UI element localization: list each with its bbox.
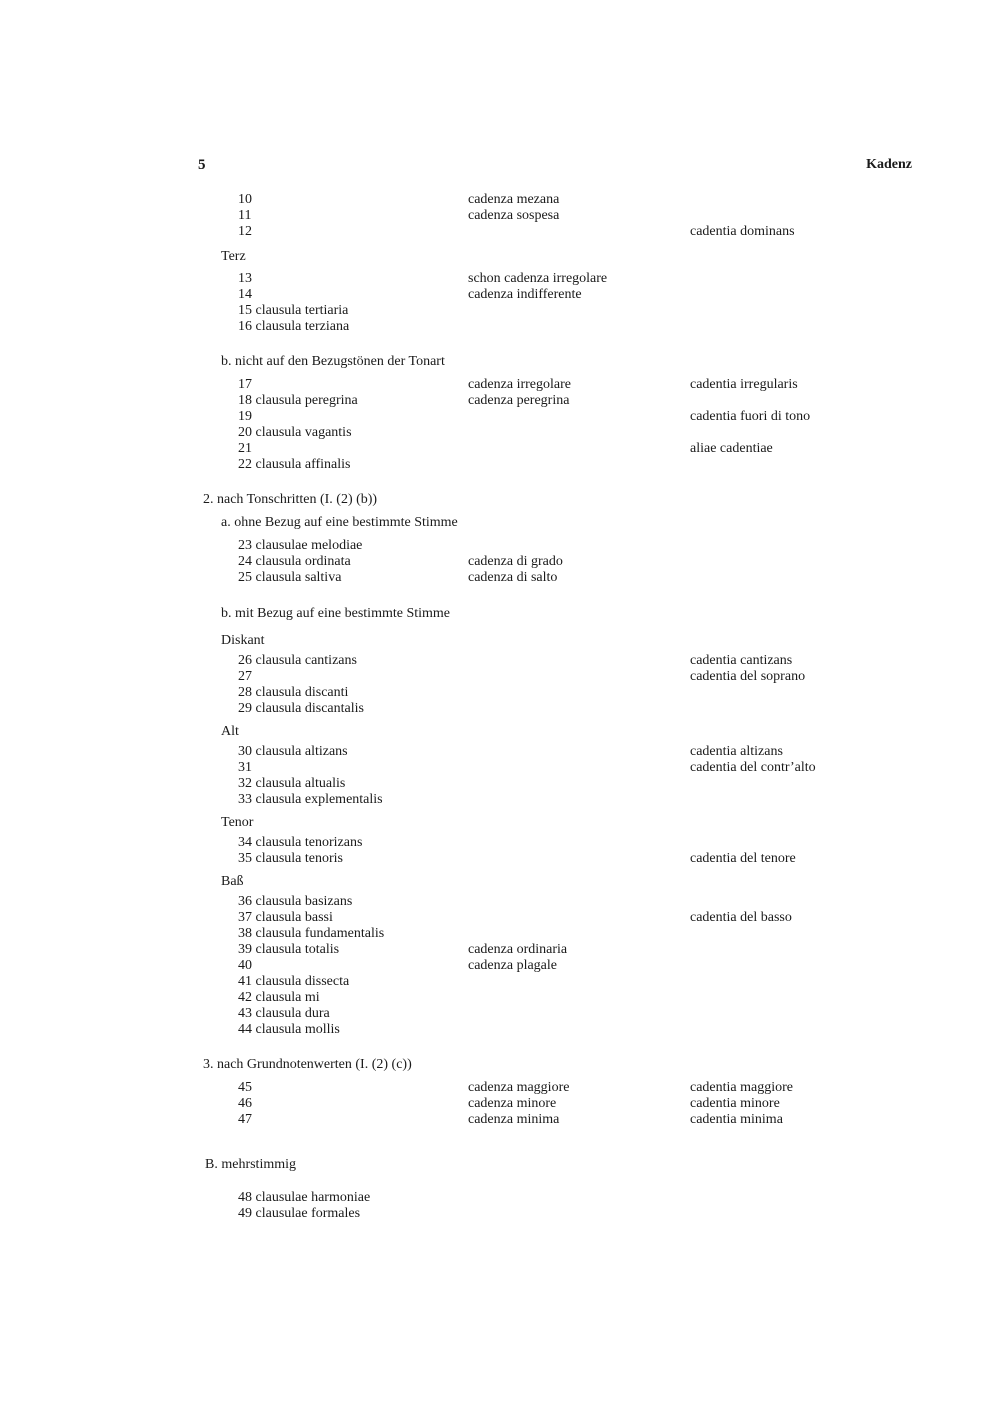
col-term-clausula: 15 clausula tertiaria [238,303,349,318]
col-term-clausula: 12 [238,224,252,239]
col-term-cadenza: cadenza di grado [468,554,563,569]
col-term-cadentia: cadentia del soprano [690,669,806,684]
col-term-clausula: 22 clausula affinalis [238,457,351,472]
col-term-clausula: 45 [238,1080,252,1095]
col-term-cadenza: cadenza mezana [468,192,560,207]
subsection-heading: Terz [221,249,246,264]
col-term-clausula: 47 [238,1112,252,1127]
col-term-cadenza: cadenza indifferente [468,287,582,302]
col-term-clausula: 19 [238,409,252,424]
col-term-cadentia: cadentia del tenore [690,851,796,866]
col-term-clausula: 16 clausula terziana [238,319,350,334]
col-term-cadentia: aliae cadentiae [690,441,773,456]
col-term-cadenza: cadenza ordinaria [468,942,568,957]
col-term-clausula: 26 clausula cantizans [238,653,357,668]
col-term-cadentia: cadentia irregularis [690,377,798,392]
subsection-heading: Diskant [221,633,265,648]
col-term-clausula: 34 clausula tenorizans [238,835,363,850]
col-term-clausula: 18 clausula peregrina [238,393,358,408]
col-term-clausula: 46 [238,1096,252,1111]
col-term-clausula: 25 clausula saltiva [238,570,342,585]
subsection-heading: b. mit Bezug auf eine bestimmte Stimme [221,606,451,621]
col-term-clausula: 13 [238,271,252,286]
col-term-clausula: 44 clausula mollis [238,1022,340,1037]
col-term-clausula: 33 clausula explementalis [238,792,383,807]
col-term-cadentia: cadentia minore [690,1096,780,1111]
col-term-clausula: 40 [238,958,252,973]
col-term-cadentia: cadentia maggiore [690,1080,794,1095]
col-term-cadenza: cadenza minima [468,1112,560,1127]
col-term-cadenza: cadenza maggiore [468,1080,570,1095]
col-term-clausula: 31 [238,760,252,775]
col-term-cadentia: cadentia dominans [690,224,795,239]
col-term-cadenza: cadenza irregolare [468,377,571,392]
col-term-cadentia: cadentia del contr’alto [690,760,816,775]
page-number: 5 [198,157,206,173]
col-term-clausula: 24 clausula ordinata [238,554,351,569]
col-term-clausula: 36 clausula basizans [238,894,353,909]
page-title: Kadenz [866,157,912,172]
subsection-heading: a. ohne Bezug auf eine bestimmte Stimme [221,515,458,530]
col-term-clausula: 39 clausula totalis [238,942,340,957]
col-term-cadenza: cadenza minore [468,1096,557,1111]
col-term-clausula: 30 clausula altizans [238,744,348,759]
col-term-clausula: 28 clausula discanti [238,685,349,700]
subsection-heading: Tenor [221,815,254,830]
col-term-clausula: 10 [238,192,252,207]
subsection-heading: b. nicht auf den Bezugstönen der Tonart [221,354,445,369]
col-term-cadenza: schon cadenza irregolare [468,271,608,286]
col-term-cadenza: cadenza di salto [468,570,558,585]
col-term-cadentia: cadentia minima [690,1112,783,1127]
subsection-heading: Alt [221,724,239,739]
col-term-cadenza: cadenza plagale [468,958,557,973]
col-term-clausula: 14 [238,287,252,302]
col-term-clausula: 42 clausula mi [238,990,320,1005]
col-term-cadentia: cadentia cantizans [690,653,793,668]
col-term-clausula: 29 clausula discantalis [238,701,364,716]
section-heading: 3. nach Grundnotenwerten (I. (2) (c)) [203,1057,412,1072]
col-term-clausula: 21 [238,441,252,456]
col-term-cadenza: cadenza sospesa [468,208,560,223]
col-term-cadentia: cadentia del basso [690,910,792,925]
col-term-clausula: 38 clausula fundamentalis [238,926,385,941]
subsection-heading: Baß [221,874,244,889]
col-term-cadentia: cadentia altizans [690,744,783,759]
col-term-cadentia: cadentia fuori di tono [690,409,811,424]
col-term-clausula: 27 [238,669,252,684]
section-heading: 2. nach Tonschritten (I. (2) (b)) [203,492,378,507]
col-term-clausula: 11 [238,208,252,223]
col-term-clausula: 41 clausula dissecta [238,974,350,989]
col-term-clausula: 23 clausulae melodiae [238,538,363,553]
col-term-clausula: 32 clausula altualis [238,776,346,791]
col-term-clausula: 20 clausula vagantis [238,425,352,440]
col-term-clausula: 43 clausula dura [238,1006,330,1021]
col-term-clausula: 17 [238,377,252,392]
col-term-clausula: 37 clausula bassi [238,910,333,925]
col-term-clausula: 48 clausulae harmoniae [238,1190,371,1205]
col-term-cadenza: cadenza peregrina [468,393,570,408]
section-heading: B. mehrstimmig [205,1157,296,1172]
col-term-clausula: 49 clausulae formales [238,1206,361,1221]
col-term-clausula: 35 clausula tenoris [238,851,343,866]
